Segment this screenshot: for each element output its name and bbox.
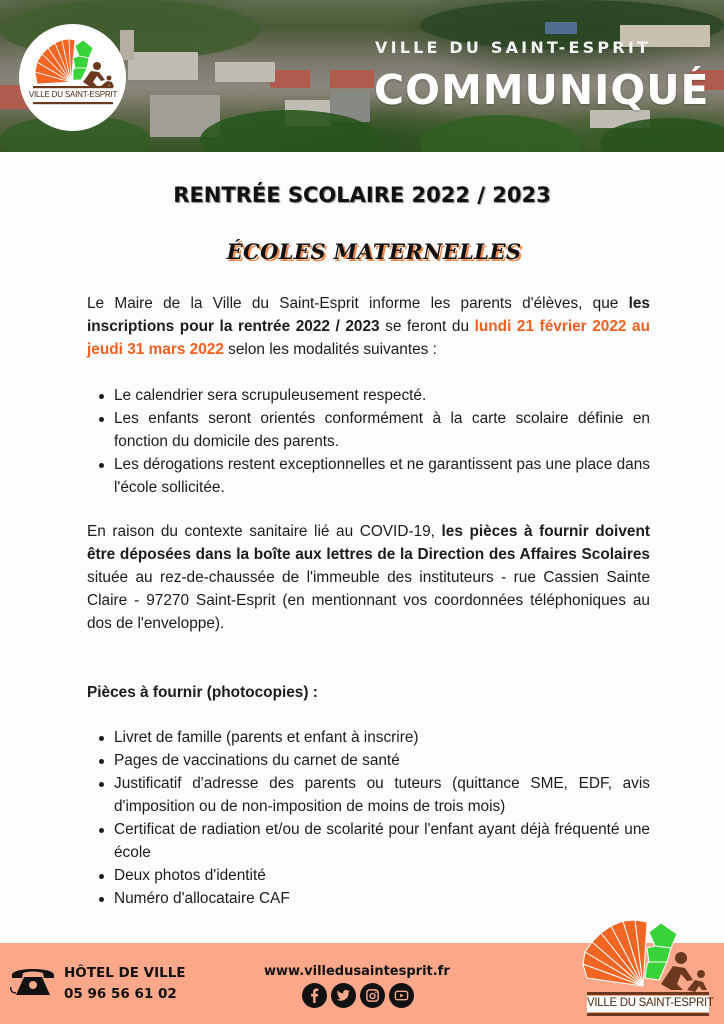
list-item: Les enfants seront orientés conformément à la carte scolaire définie en fonction du domicile des parents. [87, 407, 650, 453]
documents-list [87, 726, 650, 910]
covid-bold-text: les pièces à fournir doivent être déposées dans la boîte aux lettres de la Direction des Affaires Scolaires [87, 523, 650, 563]
list-item: Deux photos d'identité [87, 864, 650, 887]
intro-text: se feront du [379, 318, 475, 335]
city-logo-graphic [19, 24, 126, 131]
covid-text: située au rez-de-chaussée de l'immeuble des instituteurs - rue Cassien Sainte Claire - 97270 Saint-Esprit (en mentionnant vos coordonnées téléphoniques au dos de l'enveloppe). [87, 569, 650, 632]
header-title: COMMUNIQUÉ [374, 66, 710, 114]
registration-dates: lundi 21 février 2022 au jeudi 31 mars 2022 [87, 318, 650, 358]
twitter-icon[interactable] [331, 983, 356, 1008]
list-item: Certificat de radiation et/ou de scolarité pour l'enfant ayant déjà fréquenté une école [87, 818, 650, 864]
city-hall-phone[interactable]: 05 96 56 61 02 [64, 986, 177, 1002]
intro-paragraph [87, 292, 650, 361]
instagram-icon[interactable] [360, 983, 385, 1008]
youtube-icon[interactable] [389, 983, 414, 1008]
facebook-icon[interactable] [302, 983, 327, 1008]
header-banner-photo [0, 0, 724, 152]
footer-logo-text: VILLE DU SAINT-ESPRIT [587, 997, 714, 1009]
intro-text: Le Maire de la Ville du Saint-Esprit informe les parents d'élèves, que [87, 295, 629, 312]
covid-text: En raison du contexte sanitaire lié au COVID-19, [87, 523, 442, 540]
list-item: Numéro d'allocataire CAF [87, 887, 650, 910]
header-kicker: VILLE DU SAINT-ESPRIT [375, 38, 652, 57]
social-links [302, 983, 414, 1008]
website-link[interactable]: www.villedusaintesprit.fr [264, 964, 450, 979]
list-item: Pages de vaccinations du carnet de santé [87, 749, 650, 772]
intro-text: selon les modalités suivantes : [223, 341, 437, 358]
list-item: Le calendrier sera scrupuleusement respecté. [87, 384, 650, 407]
list-item: Les dérogations restent exceptionnelles et ne garantissent pas une place dans l'école sollicitée. [87, 453, 650, 499]
list-item: Justificatif d'adresse des parents ou tuteurs (quittance SME, EDF, avis d'imposition ou de non-imposition de moins de trois mois) [87, 772, 650, 818]
intro-bold-text: les inscriptions pour la rentrée 2022 / 2023 [87, 295, 650, 335]
footer-city-logo [577, 914, 717, 1020]
covid-paragraph [87, 520, 650, 635]
city-logo [19, 24, 126, 131]
document-title: RENTRÉE SCOLAIRE 2022 / 2023 [173, 183, 551, 207]
documents-heading: Pièces à fournir (photocopies) : [87, 684, 318, 701]
list-item: Livret de famille (parents et enfant à inscrire) [87, 726, 650, 749]
rules-list [87, 384, 650, 499]
city-logo-text: VILLE DU SAINT-ESPRIT [28, 90, 118, 99]
document-subtitle: ÉCOLES MATERNELLES [226, 239, 522, 264]
city-hall-label: HÔTEL DE VILLE [64, 965, 186, 981]
telephone-icon [10, 963, 56, 999]
